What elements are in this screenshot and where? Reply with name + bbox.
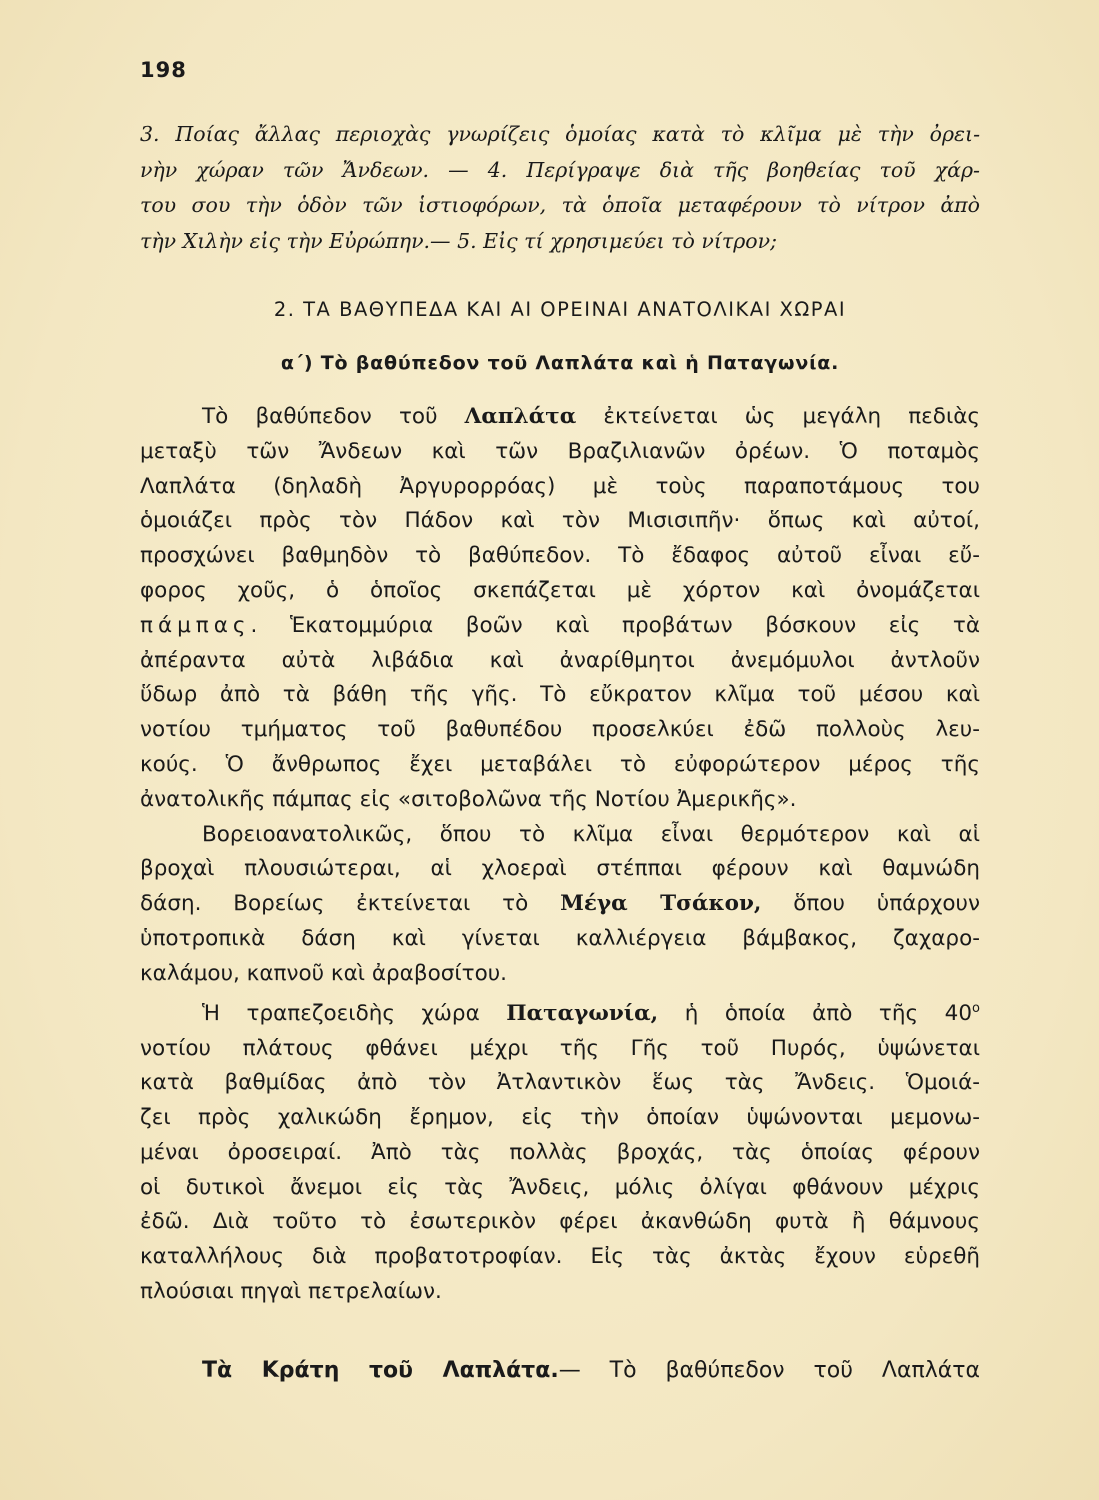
- degree-superscript: ο: [972, 1000, 980, 1016]
- subsection-heading: α΄) Τὸ βαθύπεδον τοῦ Λαπλάτα καὶ ἡ Παταγωνία.: [280, 352, 840, 374]
- text-span: Τὸ βαθύπεδον τοῦ: [202, 404, 465, 429]
- text-line: [140, 400, 980, 435]
- text-span: — Τὸ βαθύπεδον τοῦ Λαπλάτα: [558, 1357, 980, 1383]
- page-number: 198: [140, 58, 187, 82]
- place-name-gran-chaco: Μέγα Τσάκον,: [560, 891, 762, 917]
- paragraph-gap: [140, 1310, 980, 1354]
- text-line: ὑποτροπικὰ δάση καὶ γίνεται καλλιέργεια βάμβακος, ζαχαρο-: [140, 925, 980, 951]
- text-span: ὅπου ὑπάρχουν: [761, 891, 980, 917]
- text-line: νοτίου πλάτους φθάνει μέχρι τῆς Γῆς τοῦ Πυρός, ὑψώνεται: [140, 1035, 980, 1061]
- text-span: δάση. Βορείως ἐκτείνεται τὸ: [140, 891, 561, 917]
- text-line: ὁμοιάζει πρὸς τὸν Πάδον καὶ τὸν Μισισιπῆν· ὅπως καὶ αὐτοί,: [140, 508, 980, 534]
- text-line: Λαπλάτα (δηλαδὴ Ἀργυρορρόας) μὲ τοὺς παραποτάμους του: [140, 473, 980, 499]
- text-span: . Ἑκατομμύρια βοῶν καὶ προβάτων βόσκουν εἰς τὰ: [250, 612, 980, 638]
- text-line: ὕδωρ ἀπὸ τὰ βάθη τῆς γῆς. Τὸ εὔκρατον κλῖμα τοῦ μέσου καὶ: [140, 682, 980, 708]
- text-line: νοτίου τμήματος τοῦ βαθυπέδου προσελκύει ἐδῶ πολλοὺς λευ-: [140, 717, 980, 743]
- text-line: [140, 992, 980, 1032]
- term-pampas: πάμπας: [140, 612, 251, 638]
- question-line: του σου τὴν ὁδὸν τῶν ἱστιοφόρων, τὰ ὁποῖα μεταφέρουν τὸ νίτρον ἀπὸ: [140, 193, 980, 217]
- text-line: πλούσιαι πηγαὶ πετρελαίων.: [140, 1279, 442, 1305]
- text-line: κούς. Ὁ ἄνθρωπος ἔχει μεταβάλει τὸ εὐφορώτερον μέρος τῆς: [140, 751, 980, 777]
- place-name-laplata: Λαπλάτα: [464, 404, 577, 429]
- text-span: ἐκτείνεται ὡς μεγάλη πεδιὰς: [576, 404, 981, 429]
- text-line: οἱ δυτικοὶ ἄνεμοι εἰς τὰς Ἄνδεις, μόλις ὀλίγαι φθάνουν μέχρις: [140, 1174, 980, 1200]
- text-line: προσχώνει βαθμηδὸν τὸ βαθύπεδον. Τὸ ἔδαφος αὐτοῦ εἶναι εὔ-: [140, 543, 980, 569]
- question-line: 3. Ποίας ἄλλας περιοχὰς γνωρίζεις ὁμοίας κατὰ τὸ κλῖμα μὲ τὴν ὀρει-: [140, 122, 980, 146]
- text-line: [140, 1354, 980, 1389]
- question-line: τὴν Χιλὴν εἰς τὴν Εὐρώπην.— 5. Εἰς τί χρησιμεύει τὸ νίτρον;: [140, 228, 777, 253]
- text-line: μεταξὺ τῶν Ἄνδεων καὶ τῶν Βραζιλιανῶν ὀρέων. Ὁ ποταμὸς: [140, 438, 980, 464]
- text-line: Βορειοανατολικῶς, ὅπου τὸ κλῖμα εἶναι θερμότερον καὶ αἱ: [202, 821, 980, 847]
- section-heading: 2. ΤΑ ΒΑΘΥΠΕΔΑ ΚΑΙ ΑΙ ΟΡΕΙΝΑΙ ΑΝΑΤΟΛΙΚΑΙ ΧΩΡΑΙ: [273, 298, 847, 321]
- text-line: [140, 609, 980, 644]
- body-text: [140, 400, 980, 1389]
- text-span: ἡ ὁποία ἀπὸ τῆς 40: [658, 1000, 973, 1026]
- text-line: [140, 887, 980, 922]
- text-line: ζει πρὸς χαλικώδη ἔρημον, εἰς τὴν ὁποίαν ὑψώνονται μεμονω-: [140, 1105, 980, 1131]
- run-in-heading: Τὰ Κράτη τοῦ Λαπλάτα.: [202, 1357, 559, 1383]
- place-name-patagonia: Παταγωνία,: [506, 1000, 659, 1026]
- question-line: νὴν χώραν τῶν Ἄνδεων. — 4. Περίγραψε διὰ τῆς βοηθείας τοῦ χάρ-: [140, 157, 980, 182]
- text-line: καλάμου, καπνοῦ καὶ ἀραβοσίτου.: [140, 960, 508, 986]
- text-line: ἐδῶ. Διὰ τοῦτο τὸ ἐσωτερικὸν φέρει ἀκανθώδη φυτὰ ἢ θάμνους: [140, 1209, 980, 1235]
- text-line: ἀπέραντα αὐτὰ λιβάδια καὶ ἀναρίθμητοι ἀνεμόμυλοι ἀντλοῦν: [140, 647, 980, 673]
- text-line: μέναι ὀροσειραί. Ἀπὸ τὰς πολλὰς βροχάς, τὰς ὁποίας φέρουν: [140, 1139, 980, 1165]
- text-line: ἀνατολικῆς πάμπας εἰς «σιτοβολῶνα τῆς Νοτίου Ἀμερικῆς».: [140, 786, 797, 812]
- text-span: Ἡ τραπεζοειδὴς χώρα: [202, 1000, 507, 1026]
- text-line: φορος χοῦς, ὁ ὁποῖος σκεπάζεται μὲ χόρτον καὶ ὀνομάζεται: [140, 577, 980, 603]
- review-questions: [140, 117, 980, 259]
- text-line: καταλλήλους διὰ προβατοτροφίαν. Εἰς τὰς ἀκτὰς ἔχουν εὑρεθῆ: [140, 1244, 980, 1270]
- text-line: κατὰ βαθμίδας ἀπὸ τὸν Ἀτλαντικὸν ἕως τὰς Ἄνδεις. Ὁμοιά-: [140, 1070, 980, 1096]
- text-line: βροχαὶ πλουσιώτεραι, αἱ χλοεραὶ στέππαι φέρουν καὶ θαμνώδη: [140, 856, 980, 882]
